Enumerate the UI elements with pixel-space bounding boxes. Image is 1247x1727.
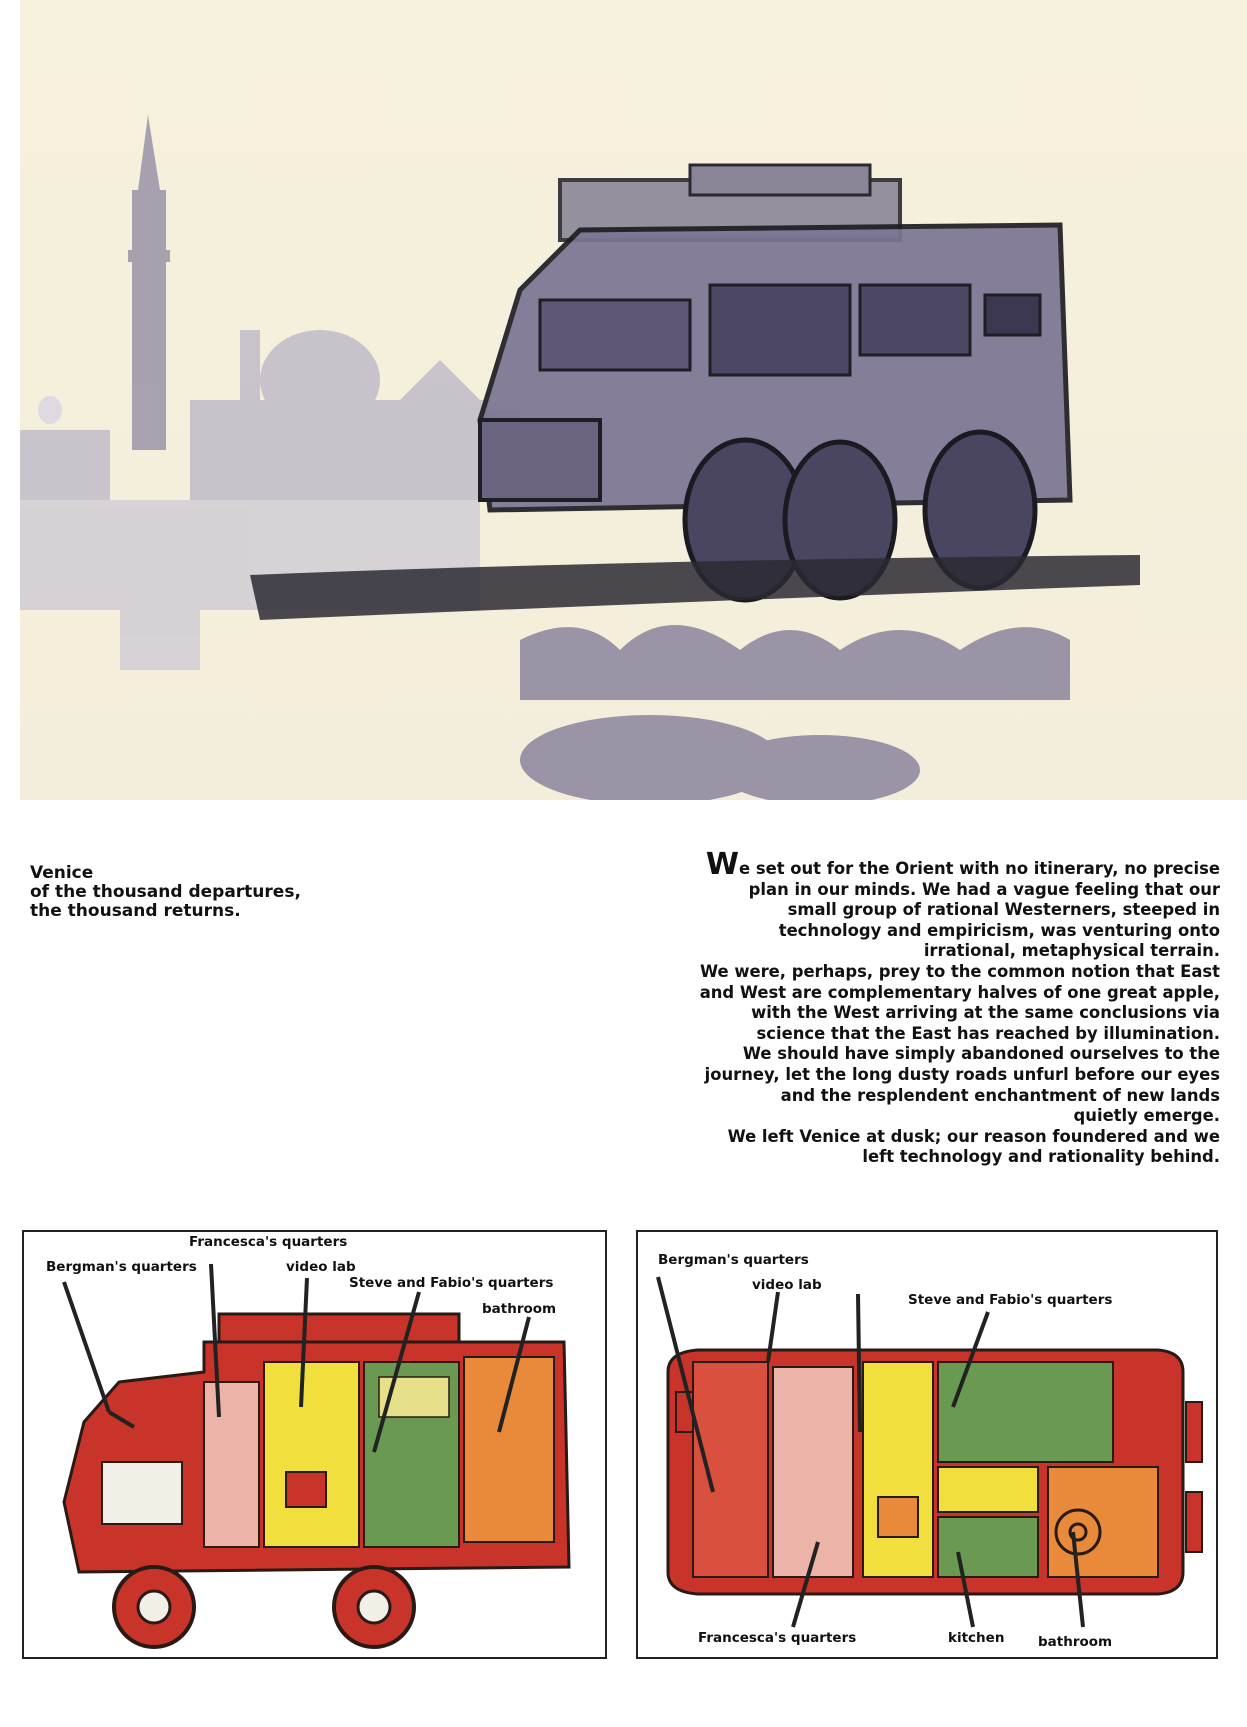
body-line: quietly emerge. — [1073, 1106, 1220, 1126]
body-line: We left Venice at dusk; our reason foundered and we — [727, 1126, 1220, 1146]
top-label-bergman-quarters: Bergman's quarters — [658, 1252, 809, 1268]
body-line: We were, perhaps, prey to the common notion that East — [700, 961, 1220, 981]
top-francesca-compartment — [773, 1367, 853, 1577]
caption-line-1: Venice — [30, 863, 94, 883]
top-label-steve-fabio-quarters: Steve and Fabio's quarters — [908, 1292, 1113, 1308]
top-kitchen — [938, 1517, 1038, 1577]
body-line: and West are complementary halves of one great apple, — [699, 982, 1220, 1002]
top-label-kitchen: kitchen — [948, 1630, 1005, 1646]
body-line: small group of rational Westerners, steeped in — [787, 900, 1220, 920]
caption-line-3: the thousand returns. — [30, 901, 241, 921]
drop-cap: W — [705, 847, 739, 882]
video-lab-compartment — [264, 1362, 359, 1547]
top-bathroom — [1048, 1467, 1158, 1577]
label-steve-fabio-quarters: Steve and Fabio's quarters — [349, 1275, 554, 1291]
top-label-francesca-quarters: Francesca's quarters — [698, 1630, 857, 1646]
body-paragraph — [640, 847, 1220, 1168]
top-label-bathroom: bathroom — [1038, 1634, 1113, 1650]
top-video-lab-compartment — [863, 1362, 933, 1577]
label-bathroom: bathroom — [482, 1301, 557, 1317]
top-label-video-lab: video lab — [752, 1277, 822, 1293]
caption — [30, 864, 450, 921]
body-line: science that the East has reached by illumination. — [756, 1023, 1220, 1043]
side-view-truck — [24, 1232, 605, 1657]
body-line: plan in our minds. We had a vague feeling that our — [748, 879, 1220, 899]
francesca-compartment — [204, 1382, 259, 1547]
body-line: We should have simply abandoned ourselves to the — [742, 1044, 1220, 1064]
body-line: left technology and rationality behind. — [862, 1147, 1220, 1167]
venice-truck-painting — [20, 0, 1247, 800]
body-line: technology and empiricism, was venturing onto — [778, 920, 1220, 940]
label-francesca-quarters: Francesca's quarters — [189, 1234, 348, 1250]
label-bergman-quarters: Bergman's quarters — [46, 1259, 197, 1275]
label-video-lab: video lab — [286, 1259, 356, 1275]
caption-line-2: of the thousand departures, — [30, 882, 301, 902]
side-view-diagram — [22, 1230, 607, 1659]
body-line: irrational, metaphysical terrain. — [923, 941, 1220, 961]
top-view-diagram — [636, 1230, 1218, 1659]
bathroom-compartment — [464, 1357, 554, 1542]
body-line: and the resplendent enchantment of new lands — [780, 1085, 1220, 1105]
body-line: journey, let the long dusty roads unfurl before our eyes — [704, 1064, 1220, 1084]
body-line: with the West arriving at the same conclusions via — [751, 1003, 1220, 1023]
top-bergman-compartment — [693, 1362, 768, 1577]
body-line: We set out for the Orient with no itinerary, no precise — [705, 847, 1220, 882]
hero-illustration — [20, 0, 1247, 800]
